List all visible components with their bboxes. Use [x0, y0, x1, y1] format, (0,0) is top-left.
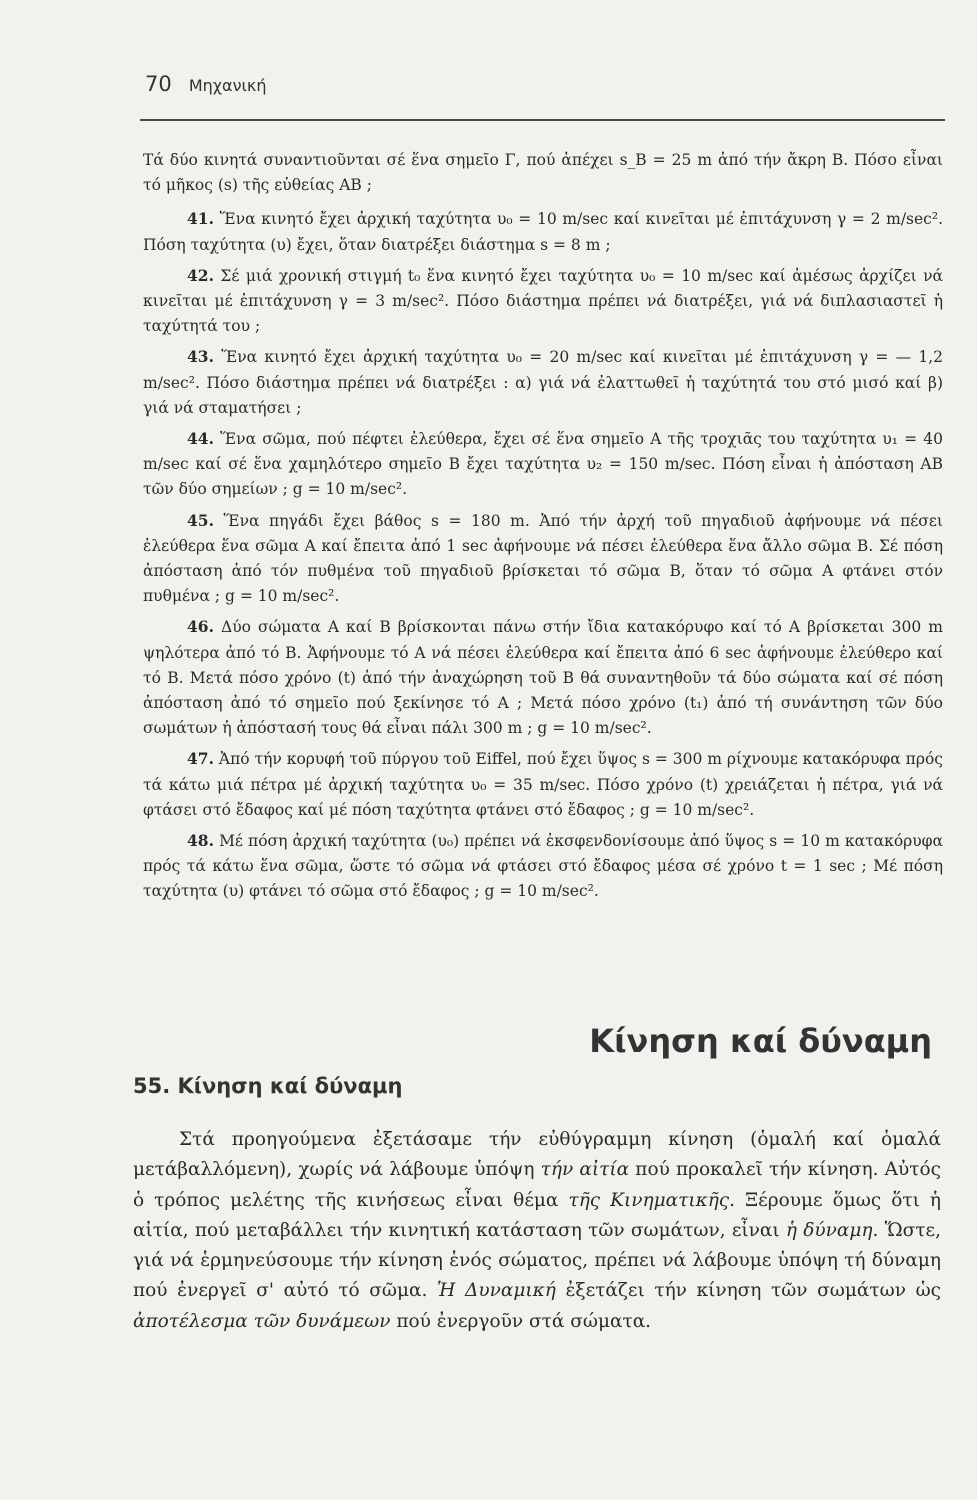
problem-47 — [143, 746, 943, 823]
section-heading — [133, 1074, 402, 1098]
problem-41 — [143, 206, 943, 257]
problem-number: 48. — [187, 831, 214, 851]
intro-text: πού προκαλεῖ τήν κίνηση. Αὐτός ὁ τρόπος μελέτης τῆς κινήσεως εἶναι θέμα — [133, 1159, 941, 1211]
problem-text: Μέ πόση ἀρχική ταχύτητα (υ₀) πρέπει νά ἐκσφενδονίσουμε ἀπό ὕψος s = 10 m κατακόρυφα πρός τά κάτω ἕνα σῶμα, ὥστε τό σῶμα νά φτάσει στό ἔδαφος μέσα σέ χρόνο t = 1 sec ; Μέ πόση ταχύτητα (υ) φτάνει τό σῶμα στό ἔδαφος ; g = 10 m/sec². — [143, 832, 944, 901]
intro-text: . Ξέρουμε ὅμως ὅτι ἡ αἰτία, πού μεταβάλλει τήν κινητική κατάσταση τῶν σωμάτων, εἶναι — [133, 1189, 941, 1241]
intro-emphasis: ἡ δύναμη — [785, 1219, 873, 1241]
problem-43 — [143, 344, 943, 421]
problem-number: 41. — [187, 209, 214, 229]
problem-text: Δύο σώματα Α καί Β βρίσκονται πάνω στήν ἴδια κατακόρυφο καί τό Α βρίσκεται 300 m ψηλότερα ἀπό τό Β. Ἀφήνουμε τό Α νά πέσει ἐλεύθερα καί ἔπειτα ἀπό 6 sec ἀφήνουμε ἐλεύθερο καί τό Β. Μετά πόσο χρόνο (t) ἀπό τήν ἀναχώρηση τοῦ Β θά συναντηθοῦν τά δύο σώματα καί σέ πόση ἀπόσταση ἀπό τό σημεῖο πού ξεκίνησε τό Α ; Μετά πόσο χρόνο (t₁) ἀπό τή συνάντηση τῶν δύο σωμάτων ἡ ἀπόστασή τους θά εἶναι πάλι 300 m ; g = 10 m/sec². — [143, 618, 943, 738]
header-rule — [140, 119, 945, 121]
problem-number: 44. — [187, 429, 214, 449]
problem-46 — [143, 614, 943, 741]
problem-list — [143, 148, 943, 910]
problem-number: 46. — [187, 617, 214, 637]
problem-text: Σέ μιά χρονική στιγμή t₀ ἕνα κινητό ἔχει ταχύτητα υ₀ = 10 m/sec καί ἀμέσως ἀρχίζει νά κινεῖται μέ ἐπιτάχυνση γ = 3 m/sec². Πόσο διάστημα πρέπει νά διατρέξει, γιά νά διπλασιαστεῖ ἡ ταχύτητά του ; — [143, 266, 943, 336]
intro-emphasis: ἀποτέλεσμα τῶν δυνάμεων — [133, 1310, 391, 1332]
problem-44 — [143, 426, 943, 503]
problem-text: Ἕνα κινητό ἔχει ἀρχική ταχύτητα υ₀ = 10 m/sec καί κινεῖται μέ ἐπιτάχυνση γ = 2 m/sec². Πόση ταχύτητα (υ) ἔχει, ὅταν διατρέξει διάστημα s = 8 m ; — [143, 210, 943, 254]
problem-text: Ἕνα κινητό ἔχει ἀρχική ταχύτητα υ₀ = 20 m/sec καί κινεῖται μέ ἐπιτάχυνση γ = — 1,2 m/sec². Πόσο διάστημα πρέπει νά διατρέξει : α) γιά νά ἐλαττωθεῖ ἡ ταχύτητά του στό μισό καί β) γιά νά σταματήσει ; — [143, 348, 943, 417]
running-title: Μηχανική — [188, 76, 267, 95]
problem-text: Ἕνα πηγάδι ἔχει βάθος s = 180 m. Ἀπό τήν ἀρχή τοῦ πηγαδιοῦ ἀφήνουμε νά πέσει ἐλεύθερα ἕνα σῶμα Α καί ἔπειτα ἀπό 1 sec ἀφήνουμε νά πέσει ἐλεύθερα ἕνα ἄλλο σῶμα Β. Σέ πόση ἀπόσταση ἀπό τόν πυθμένα τοῦ πηγαδιοῦ βρίσκεται τό σῶμα Β, ὅταν τό σῶμα Α φτάνει στόν πυθμένα ; g = 10 m/sec². — [143, 511, 943, 606]
problem-number: 42. — [187, 265, 214, 285]
page-number: 70 — [145, 72, 172, 96]
page-header — [145, 72, 945, 96]
intro-emphasis: τῆς Κινηματικῆς — [568, 1189, 730, 1211]
intro-text: πού ἐνεργοῦν στά σώματα. — [390, 1310, 652, 1332]
problem-45 — [143, 508, 943, 610]
problem-40-continuation: Τά δύο κινητά συναντιοῦνται σέ ἕνα σημεῖο Γ, πού ἀπέχει s_B = 25 m ἀπό τήν ἄκρη Β. Πόσο εἶναι τό μῆκος (s) τῆς εὐθείας ΑΒ ; — [143, 151, 943, 195]
section-number: 55. — [133, 1074, 171, 1098]
problem-text: Ἀπό τήν κορυφή τοῦ πύργου τοῦ Eiffel, πού ἔχει ὕψος s = 300 m ρίχνουμε κατακόρυφα πρός τά κάτω μιά πέτρα μέ ἀρχική ταχύτητα υ₀ = 35 m/sec. Πόσο χρόνο (t) χρειάζεται ἡ πέτρα, γιά νά φτάσει στό ἔδαφος καί μέ πόση ταχύτητα φτάνει στό ἔδαφος ; g = 10 m/sec². — [143, 750, 943, 819]
intro-emphasis: Ἡ Δυναμική — [437, 1280, 556, 1302]
margin-section-title: Κίνηση καί δύναμη — [589, 1022, 932, 1060]
intro-paragraph — [133, 1125, 941, 1337]
problem-number: 43. — [187, 347, 214, 367]
intro-emphasis: τήν αἰτία — [540, 1159, 630, 1181]
intro-text: ἐξετάζει τήν κίνηση τῶν σωμάτων ὡς — [555, 1280, 942, 1302]
section-title: Κίνηση καί δύναμη — [177, 1074, 403, 1098]
intro-text: . Ὥστε, γιά νά ἑρμηνεύσουμε τήν κίνηση ἑνός σώματος, πρέπει νά λάβουμε ὑπόψη τή δύναμη πού ἐνεργεῖ σ' αὐτό τό σῶμα. — [133, 1219, 941, 1302]
problem-48 — [143, 828, 943, 905]
intro-text: Στά προηγούμενα ἐξετάσαμε τήν εὐθύγραμμη κίνηση (ὁμαλή καί ὁμαλά μετάβαλλόμενη), χωρίς νά λάβουμε ὑπόψη — [133, 1129, 941, 1181]
problem-number: 45. — [187, 510, 214, 530]
problem-42 — [143, 263, 943, 340]
problem-number: 47. — [187, 749, 214, 769]
problem-text: Ἕνα σῶμα, πού πέφτει ἐλεύθερα, ἔχει σέ ἕνα σημεῖο Α τῆς τροχιᾶς του ταχύτητα υ₁ = 40 m/sec καί σέ ἕνα χαμηλότερο σημεῖο Β ἔχει ταχύτητα υ₂ = 150 m/sec. Πόση εἶναι ἡ ἀπόσταση ΑΒ τῶν δύο σημείων ; g = 10 m/sec². — [143, 430, 943, 499]
